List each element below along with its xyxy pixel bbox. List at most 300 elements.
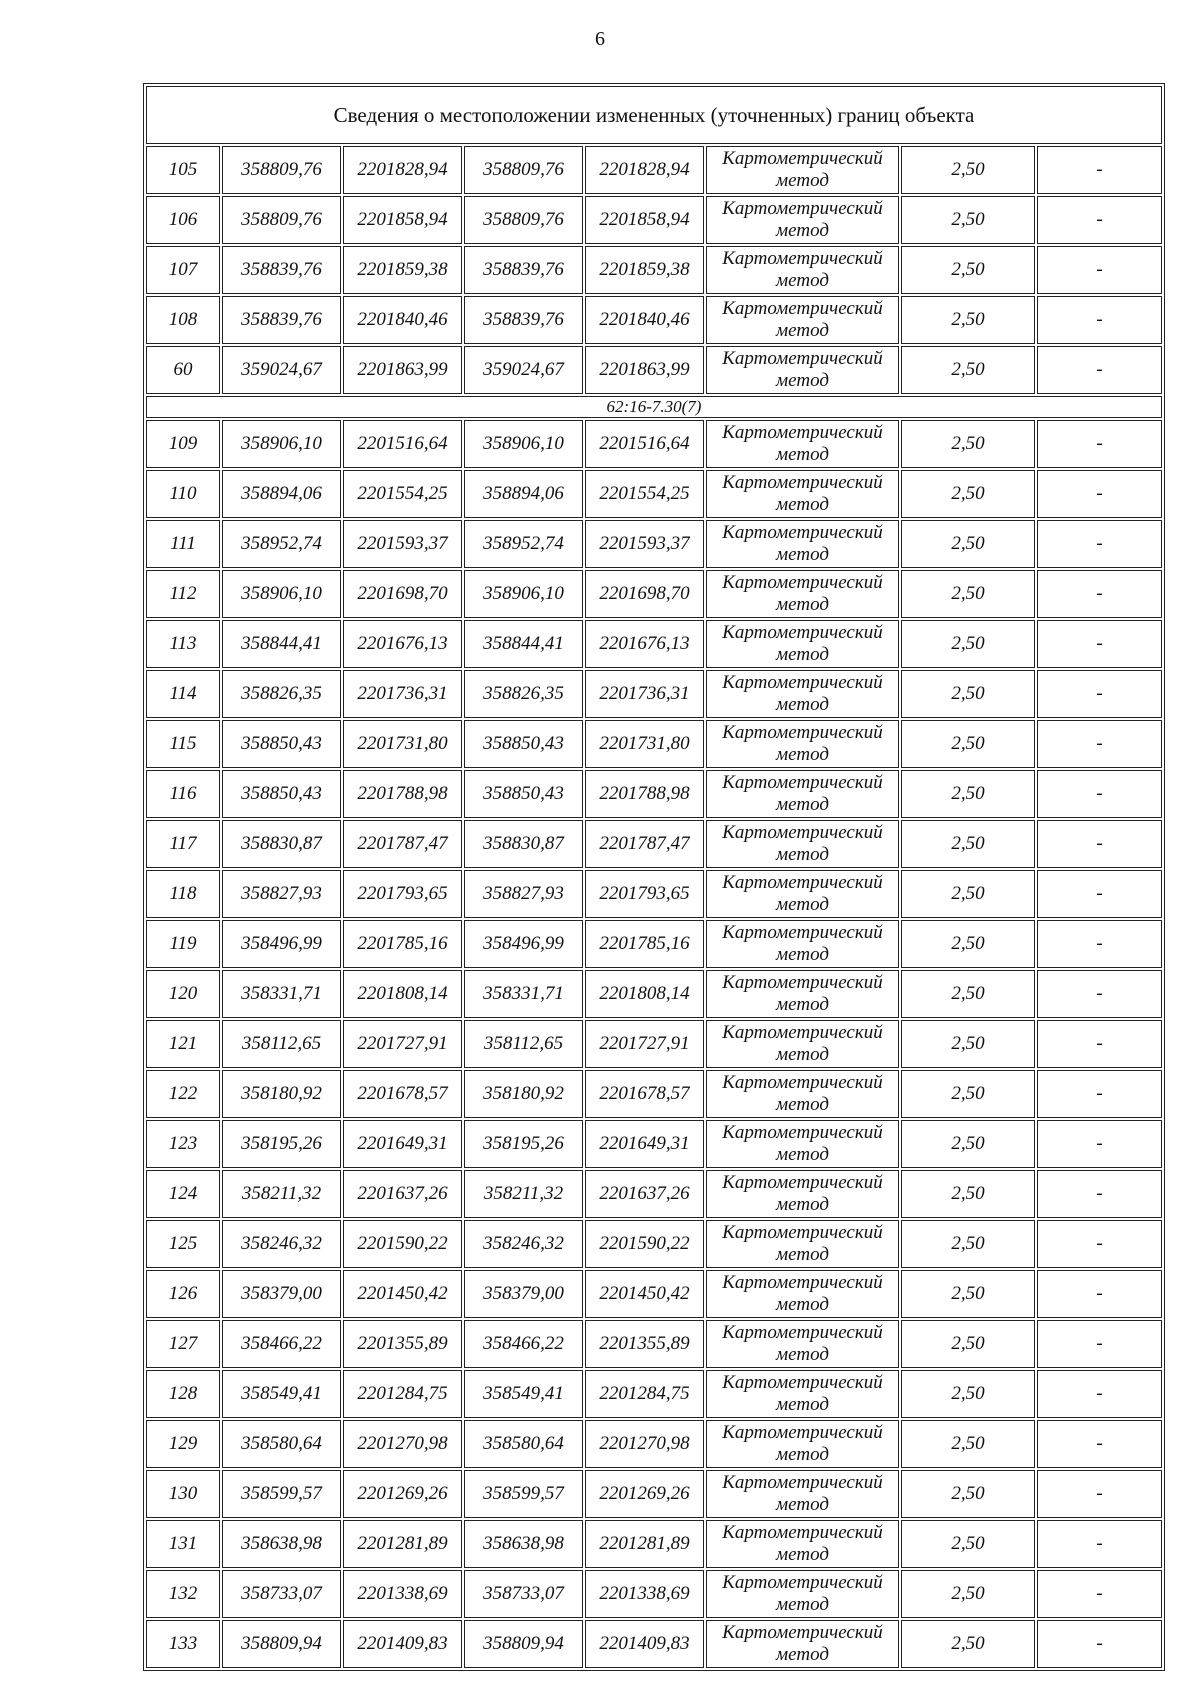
x-old-cell: 358906,10 bbox=[222, 420, 341, 468]
y-old-cell: 2201859,38 bbox=[343, 246, 462, 294]
y-new-cell: 2201785,16 bbox=[585, 920, 704, 968]
method-line-2: метод bbox=[776, 844, 829, 865]
y-old-cell: 2201409,83 bbox=[343, 1620, 462, 1668]
point-number-cell: 109 bbox=[146, 420, 220, 468]
accuracy-cell: 2,50 bbox=[901, 920, 1035, 968]
x-new-cell: 358466,22 bbox=[464, 1320, 583, 1368]
method-line-1: Картометрический bbox=[722, 672, 883, 693]
description-cell: - bbox=[1037, 196, 1162, 244]
x-old-cell: 359024,67 bbox=[222, 346, 341, 394]
x-new-cell: 358906,10 bbox=[464, 420, 583, 468]
y-new-cell: 2201859,38 bbox=[585, 246, 704, 294]
method-cell bbox=[706, 870, 899, 918]
method-line-1: Картометрический bbox=[722, 148, 883, 169]
method-cell bbox=[706, 1220, 899, 1268]
table-row bbox=[146, 1220, 1162, 1268]
point-number-cell: 118 bbox=[146, 870, 220, 918]
point-number-cell: 111 bbox=[146, 520, 220, 568]
x-old-cell: 358180,92 bbox=[222, 1070, 341, 1118]
y-new-cell: 2201731,80 bbox=[585, 720, 704, 768]
y-new-cell: 2201787,47 bbox=[585, 820, 704, 868]
accuracy-cell: 2,50 bbox=[901, 1070, 1035, 1118]
y-new-cell: 2201649,31 bbox=[585, 1120, 704, 1168]
y-old-cell: 2201698,70 bbox=[343, 570, 462, 618]
point-number-cell: 129 bbox=[146, 1420, 220, 1468]
accuracy-cell: 2,50 bbox=[901, 870, 1035, 918]
y-old-cell: 2201676,13 bbox=[343, 620, 462, 668]
point-number-cell: 124 bbox=[146, 1170, 220, 1218]
x-old-cell: 358195,26 bbox=[222, 1120, 341, 1168]
y-new-cell: 2201269,26 bbox=[585, 1470, 704, 1518]
x-old-cell: 358599,57 bbox=[222, 1470, 341, 1518]
accuracy-cell: 2,50 bbox=[901, 1220, 1035, 1268]
method-line-2: метод bbox=[776, 444, 829, 465]
boundary-coordinates-table bbox=[143, 83, 1165, 1671]
y-old-cell: 2201840,46 bbox=[343, 296, 462, 344]
method-line-1: Картометрический bbox=[722, 422, 883, 443]
method-cell bbox=[706, 346, 899, 394]
method-line-2: метод bbox=[776, 1394, 829, 1415]
description-cell: - bbox=[1037, 1170, 1162, 1218]
description-cell: - bbox=[1037, 246, 1162, 294]
method-cell bbox=[706, 1570, 899, 1618]
table-title-row bbox=[146, 86, 1162, 144]
method-line-2: метод bbox=[776, 170, 829, 191]
method-line-2: метод bbox=[776, 370, 829, 391]
x-old-cell: 358809,76 bbox=[222, 196, 341, 244]
method-line-1: Картометрический bbox=[722, 572, 883, 593]
description-cell: - bbox=[1037, 670, 1162, 718]
method-line-1: Картометрический bbox=[722, 1422, 883, 1443]
accuracy-cell: 2,50 bbox=[901, 670, 1035, 718]
y-old-cell: 2201637,26 bbox=[343, 1170, 462, 1218]
y-new-cell: 2201281,89 bbox=[585, 1520, 704, 1568]
y-new-cell: 2201590,22 bbox=[585, 1220, 704, 1268]
method-line-2: метод bbox=[776, 794, 829, 815]
method-line-2: метод bbox=[776, 1344, 829, 1365]
method-cell bbox=[706, 620, 899, 668]
y-old-cell: 2201808,14 bbox=[343, 970, 462, 1018]
x-new-cell: 358246,32 bbox=[464, 1220, 583, 1268]
y-new-cell: 2201698,70 bbox=[585, 570, 704, 618]
method-line-1: Картометрический bbox=[722, 248, 883, 269]
x-old-cell: 358809,76 bbox=[222, 146, 341, 194]
method-line-1: Картометрический bbox=[722, 198, 883, 219]
description-cell: - bbox=[1037, 1520, 1162, 1568]
page-number: 6 bbox=[595, 28, 605, 50]
accuracy-cell: 2,50 bbox=[901, 1120, 1035, 1168]
section-header-row bbox=[146, 396, 1162, 418]
method-cell bbox=[706, 570, 899, 618]
y-new-cell: 2201450,42 bbox=[585, 1270, 704, 1318]
point-number-cell: 125 bbox=[146, 1220, 220, 1268]
accuracy-cell: 2,50 bbox=[901, 720, 1035, 768]
y-new-cell: 2201676,13 bbox=[585, 620, 704, 668]
y-new-cell: 2201828,94 bbox=[585, 146, 704, 194]
description-cell: - bbox=[1037, 146, 1162, 194]
x-new-cell: 359024,67 bbox=[464, 346, 583, 394]
method-cell bbox=[706, 970, 899, 1018]
x-old-cell: 358826,35 bbox=[222, 670, 341, 718]
x-old-cell: 358850,43 bbox=[222, 720, 341, 768]
x-old-cell: 358894,06 bbox=[222, 470, 341, 518]
x-new-cell: 358809,94 bbox=[464, 1620, 583, 1668]
table-row bbox=[146, 1020, 1162, 1068]
x-old-cell: 358466,22 bbox=[222, 1320, 341, 1368]
table-row bbox=[146, 1620, 1162, 1668]
accuracy-cell: 2,50 bbox=[901, 1270, 1035, 1318]
description-cell: - bbox=[1037, 720, 1162, 768]
description-cell: - bbox=[1037, 1220, 1162, 1268]
method-line-1: Картометрический bbox=[722, 522, 883, 543]
x-old-cell: 358850,43 bbox=[222, 770, 341, 818]
y-old-cell: 2201355,89 bbox=[343, 1320, 462, 1368]
description-cell: - bbox=[1037, 470, 1162, 518]
y-new-cell: 2201727,91 bbox=[585, 1020, 704, 1068]
method-cell bbox=[706, 770, 899, 818]
y-old-cell: 2201593,37 bbox=[343, 520, 462, 568]
x-old-cell: 358839,76 bbox=[222, 246, 341, 294]
accuracy-cell: 2,50 bbox=[901, 1370, 1035, 1418]
y-old-cell: 2201450,42 bbox=[343, 1270, 462, 1318]
y-old-cell: 2201787,47 bbox=[343, 820, 462, 868]
point-number-cell: 130 bbox=[146, 1470, 220, 1518]
method-line-1: Картометрический bbox=[722, 1122, 883, 1143]
method-line-2: метод bbox=[776, 994, 829, 1015]
method-line-2: метод bbox=[776, 494, 829, 515]
description-cell: - bbox=[1037, 1420, 1162, 1468]
x-old-cell: 358844,41 bbox=[222, 620, 341, 668]
y-new-cell: 2201808,14 bbox=[585, 970, 704, 1018]
description-cell: - bbox=[1037, 1470, 1162, 1518]
x-new-cell: 358906,10 bbox=[464, 570, 583, 618]
x-old-cell: 358733,07 bbox=[222, 1570, 341, 1618]
method-line-1: Картометрический bbox=[722, 872, 883, 893]
table-row bbox=[146, 196, 1162, 244]
point-number-cell: 106 bbox=[146, 196, 220, 244]
accuracy-cell: 2,50 bbox=[901, 1020, 1035, 1068]
description-cell: - bbox=[1037, 970, 1162, 1018]
x-new-cell: 358580,64 bbox=[464, 1420, 583, 1468]
description-cell: - bbox=[1037, 1320, 1162, 1368]
method-line-1: Картометрический bbox=[722, 1272, 883, 1293]
accuracy-cell: 2,50 bbox=[901, 196, 1035, 244]
description-cell: - bbox=[1037, 1070, 1162, 1118]
x-new-cell: 358331,71 bbox=[464, 970, 583, 1018]
table-row bbox=[146, 970, 1162, 1018]
section-label: 62:16-7.30(7) bbox=[146, 396, 1162, 418]
description-cell: - bbox=[1037, 1370, 1162, 1418]
point-number-cell: 60 bbox=[146, 346, 220, 394]
y-new-cell: 2201409,83 bbox=[585, 1620, 704, 1668]
method-cell bbox=[706, 1170, 899, 1218]
x-old-cell: 358839,76 bbox=[222, 296, 341, 344]
table-row bbox=[146, 1070, 1162, 1118]
point-number-cell: 128 bbox=[146, 1370, 220, 1418]
description-cell: - bbox=[1037, 770, 1162, 818]
method-cell bbox=[706, 470, 899, 518]
point-number-cell: 127 bbox=[146, 1320, 220, 1368]
accuracy-cell: 2,50 bbox=[901, 246, 1035, 294]
x-new-cell: 358839,76 bbox=[464, 246, 583, 294]
description-cell: - bbox=[1037, 920, 1162, 968]
description-cell: - bbox=[1037, 1620, 1162, 1668]
point-number-cell: 119 bbox=[146, 920, 220, 968]
method-cell bbox=[706, 520, 899, 568]
point-number-cell: 120 bbox=[146, 970, 220, 1018]
method-cell bbox=[706, 920, 899, 968]
x-new-cell: 358638,98 bbox=[464, 1520, 583, 1568]
y-old-cell: 2201269,26 bbox=[343, 1470, 462, 1518]
method-line-1: Картометрический bbox=[722, 772, 883, 793]
x-new-cell: 358894,06 bbox=[464, 470, 583, 518]
y-old-cell: 2201338,69 bbox=[343, 1570, 462, 1618]
x-new-cell: 358809,76 bbox=[464, 196, 583, 244]
description-cell: - bbox=[1037, 346, 1162, 394]
method-line-1: Картометрический bbox=[722, 972, 883, 993]
table-row bbox=[146, 520, 1162, 568]
method-cell bbox=[706, 196, 899, 244]
accuracy-cell: 2,50 bbox=[901, 520, 1035, 568]
y-new-cell: 2201284,75 bbox=[585, 1370, 704, 1418]
description-cell: - bbox=[1037, 820, 1162, 868]
accuracy-cell: 2,50 bbox=[901, 1170, 1035, 1218]
method-cell bbox=[706, 1420, 899, 1468]
method-cell bbox=[706, 670, 899, 718]
description-cell: - bbox=[1037, 420, 1162, 468]
point-number-cell: 107 bbox=[146, 246, 220, 294]
accuracy-cell: 2,50 bbox=[901, 1470, 1035, 1518]
x-new-cell: 358599,57 bbox=[464, 1470, 583, 1518]
point-number-cell: 112 bbox=[146, 570, 220, 618]
method-cell bbox=[706, 1370, 899, 1418]
method-line-1: Картометрический bbox=[722, 1622, 883, 1643]
x-new-cell: 358549,41 bbox=[464, 1370, 583, 1418]
accuracy-cell: 2,50 bbox=[901, 296, 1035, 344]
method-line-2: метод bbox=[776, 1094, 829, 1115]
method-line-2: метод bbox=[776, 1644, 829, 1665]
method-cell bbox=[706, 1470, 899, 1518]
method-line-1: Картометрический bbox=[722, 472, 883, 493]
method-cell bbox=[706, 1070, 899, 1118]
y-old-cell: 2201649,31 bbox=[343, 1120, 462, 1168]
x-old-cell: 358638,98 bbox=[222, 1520, 341, 1568]
accuracy-cell: 2,50 bbox=[901, 1420, 1035, 1468]
method-line-1: Картометрический bbox=[722, 1472, 883, 1493]
y-new-cell: 2201788,98 bbox=[585, 770, 704, 818]
y-old-cell: 2201516,64 bbox=[343, 420, 462, 468]
accuracy-cell: 2,50 bbox=[901, 1570, 1035, 1618]
x-new-cell: 358826,35 bbox=[464, 670, 583, 718]
y-new-cell: 2201355,89 bbox=[585, 1320, 704, 1368]
x-old-cell: 358809,94 bbox=[222, 1620, 341, 1668]
accuracy-cell: 2,50 bbox=[901, 470, 1035, 518]
method-line-1: Картометрический bbox=[722, 822, 883, 843]
table-row bbox=[146, 820, 1162, 868]
method-line-2: метод bbox=[776, 1594, 829, 1615]
description-cell: - bbox=[1037, 1120, 1162, 1168]
method-line-1: Картометрический bbox=[722, 1172, 883, 1193]
x-new-cell: 358496,99 bbox=[464, 920, 583, 968]
y-old-cell: 2201788,98 bbox=[343, 770, 462, 818]
description-cell: - bbox=[1037, 520, 1162, 568]
method-line-1: Картометрический bbox=[722, 1022, 883, 1043]
x-new-cell: 358850,43 bbox=[464, 770, 583, 818]
method-line-2: метод bbox=[776, 1494, 829, 1515]
method-cell bbox=[706, 820, 899, 868]
x-old-cell: 358496,99 bbox=[222, 920, 341, 968]
y-old-cell: 2201793,65 bbox=[343, 870, 462, 918]
method-cell bbox=[706, 246, 899, 294]
y-new-cell: 2201637,26 bbox=[585, 1170, 704, 1218]
point-number-cell: 132 bbox=[146, 1570, 220, 1618]
method-cell bbox=[706, 420, 899, 468]
description-cell: - bbox=[1037, 296, 1162, 344]
method-line-2: метод bbox=[776, 744, 829, 765]
description-cell: - bbox=[1037, 620, 1162, 668]
y-new-cell: 2201593,37 bbox=[585, 520, 704, 568]
method-line-2: метод bbox=[776, 644, 829, 665]
description-cell: - bbox=[1037, 1020, 1162, 1068]
method-cell bbox=[706, 1120, 899, 1168]
accuracy-cell: 2,50 bbox=[901, 970, 1035, 1018]
method-line-2: метод bbox=[776, 1044, 829, 1065]
point-number-cell: 133 bbox=[146, 1620, 220, 1668]
method-line-2: метод bbox=[776, 1544, 829, 1565]
table-title: Сведения о местоположении измененных (уточненных) границ объекта bbox=[146, 86, 1162, 144]
table-row bbox=[146, 420, 1162, 468]
x-new-cell: 358379,00 bbox=[464, 1270, 583, 1318]
method-cell bbox=[706, 1620, 899, 1668]
y-new-cell: 2201858,94 bbox=[585, 196, 704, 244]
method-cell bbox=[706, 1320, 899, 1368]
x-old-cell: 358211,32 bbox=[222, 1170, 341, 1218]
accuracy-cell: 2,50 bbox=[901, 1620, 1035, 1668]
table-row bbox=[146, 1370, 1162, 1418]
method-line-2: метод bbox=[776, 1194, 829, 1215]
x-new-cell: 358809,76 bbox=[464, 146, 583, 194]
y-old-cell: 2201736,31 bbox=[343, 670, 462, 718]
point-number-cell: 121 bbox=[146, 1020, 220, 1068]
point-number-cell: 117 bbox=[146, 820, 220, 868]
x-old-cell: 358952,74 bbox=[222, 520, 341, 568]
method-line-1: Картометрический bbox=[722, 1522, 883, 1543]
accuracy-cell: 2,50 bbox=[901, 770, 1035, 818]
method-line-1: Картометрический bbox=[722, 922, 883, 943]
x-old-cell: 358827,93 bbox=[222, 870, 341, 918]
method-line-2: метод bbox=[776, 1244, 829, 1265]
method-cell bbox=[706, 146, 899, 194]
description-cell: - bbox=[1037, 570, 1162, 618]
y-new-cell: 2201840,46 bbox=[585, 296, 704, 344]
x-new-cell: 358195,26 bbox=[464, 1120, 583, 1168]
table-row bbox=[146, 570, 1162, 618]
x-old-cell: 358549,41 bbox=[222, 1370, 341, 1418]
table-row bbox=[146, 296, 1162, 344]
method-line-1: Картометрический bbox=[722, 722, 883, 743]
method-cell bbox=[706, 1020, 899, 1068]
y-old-cell: 2201727,91 bbox=[343, 1020, 462, 1068]
x-new-cell: 358827,93 bbox=[464, 870, 583, 918]
y-new-cell: 2201338,69 bbox=[585, 1570, 704, 1618]
method-line-2: метод bbox=[776, 694, 829, 715]
point-number-cell: 131 bbox=[146, 1520, 220, 1568]
table-row bbox=[146, 770, 1162, 818]
accuracy-cell: 2,50 bbox=[901, 1320, 1035, 1368]
table-row bbox=[146, 870, 1162, 918]
table-row bbox=[146, 1120, 1162, 1168]
y-new-cell: 2201863,99 bbox=[585, 346, 704, 394]
x-old-cell: 358331,71 bbox=[222, 970, 341, 1018]
method-line-2: метод bbox=[776, 594, 829, 615]
point-number-cell: 122 bbox=[146, 1070, 220, 1118]
x-new-cell: 358180,92 bbox=[464, 1070, 583, 1118]
accuracy-cell: 2,50 bbox=[901, 420, 1035, 468]
table-row bbox=[146, 670, 1162, 718]
method-cell bbox=[706, 720, 899, 768]
x-new-cell: 358952,74 bbox=[464, 520, 583, 568]
method-line-1: Картометрический bbox=[722, 1072, 883, 1093]
x-new-cell: 358850,43 bbox=[464, 720, 583, 768]
accuracy-cell: 2,50 bbox=[901, 820, 1035, 868]
y-new-cell: 2201270,98 bbox=[585, 1420, 704, 1468]
method-line-1: Картометрический bbox=[722, 1322, 883, 1343]
method-line-2: метод bbox=[776, 1294, 829, 1315]
point-number-cell: 115 bbox=[146, 720, 220, 768]
accuracy-cell: 2,50 bbox=[901, 146, 1035, 194]
x-new-cell: 358844,41 bbox=[464, 620, 583, 668]
method-line-2: метод bbox=[776, 1144, 829, 1165]
method-line-2: метод bbox=[776, 894, 829, 915]
x-new-cell: 358112,65 bbox=[464, 1020, 583, 1068]
method-line-2: метод bbox=[776, 270, 829, 291]
point-number-cell: 114 bbox=[146, 670, 220, 718]
table-row bbox=[146, 720, 1162, 768]
table-row bbox=[146, 1470, 1162, 1518]
y-old-cell: 2201590,22 bbox=[343, 1220, 462, 1268]
point-number-cell: 116 bbox=[146, 770, 220, 818]
y-old-cell: 2201281,89 bbox=[343, 1520, 462, 1568]
y-new-cell: 2201554,25 bbox=[585, 470, 704, 518]
method-cell bbox=[706, 296, 899, 344]
accuracy-cell: 2,50 bbox=[901, 1520, 1035, 1568]
x-new-cell: 358839,76 bbox=[464, 296, 583, 344]
x-new-cell: 358733,07 bbox=[464, 1570, 583, 1618]
table-row bbox=[146, 346, 1162, 394]
y-old-cell: 2201858,94 bbox=[343, 196, 462, 244]
table-row bbox=[146, 1520, 1162, 1568]
accuracy-cell: 2,50 bbox=[901, 620, 1035, 668]
y-old-cell: 2201554,25 bbox=[343, 470, 462, 518]
method-line-1: Картометрический bbox=[722, 622, 883, 643]
method-line-2: метод bbox=[776, 320, 829, 341]
table-row bbox=[146, 1170, 1162, 1218]
x-new-cell: 358830,87 bbox=[464, 820, 583, 868]
accuracy-cell: 2,50 bbox=[901, 346, 1035, 394]
point-number-cell: 113 bbox=[146, 620, 220, 668]
method-line-2: метод bbox=[776, 220, 829, 241]
method-line-1: Картометрический bbox=[722, 298, 883, 319]
method-line-1: Картометрический bbox=[722, 348, 883, 369]
point-number-cell: 105 bbox=[146, 146, 220, 194]
point-number-cell: 110 bbox=[146, 470, 220, 518]
table-row bbox=[146, 1320, 1162, 1368]
y-old-cell: 2201785,16 bbox=[343, 920, 462, 968]
y-old-cell: 2201270,98 bbox=[343, 1420, 462, 1468]
table-row bbox=[146, 1570, 1162, 1618]
table-row bbox=[146, 920, 1162, 968]
y-old-cell: 2201828,94 bbox=[343, 146, 462, 194]
